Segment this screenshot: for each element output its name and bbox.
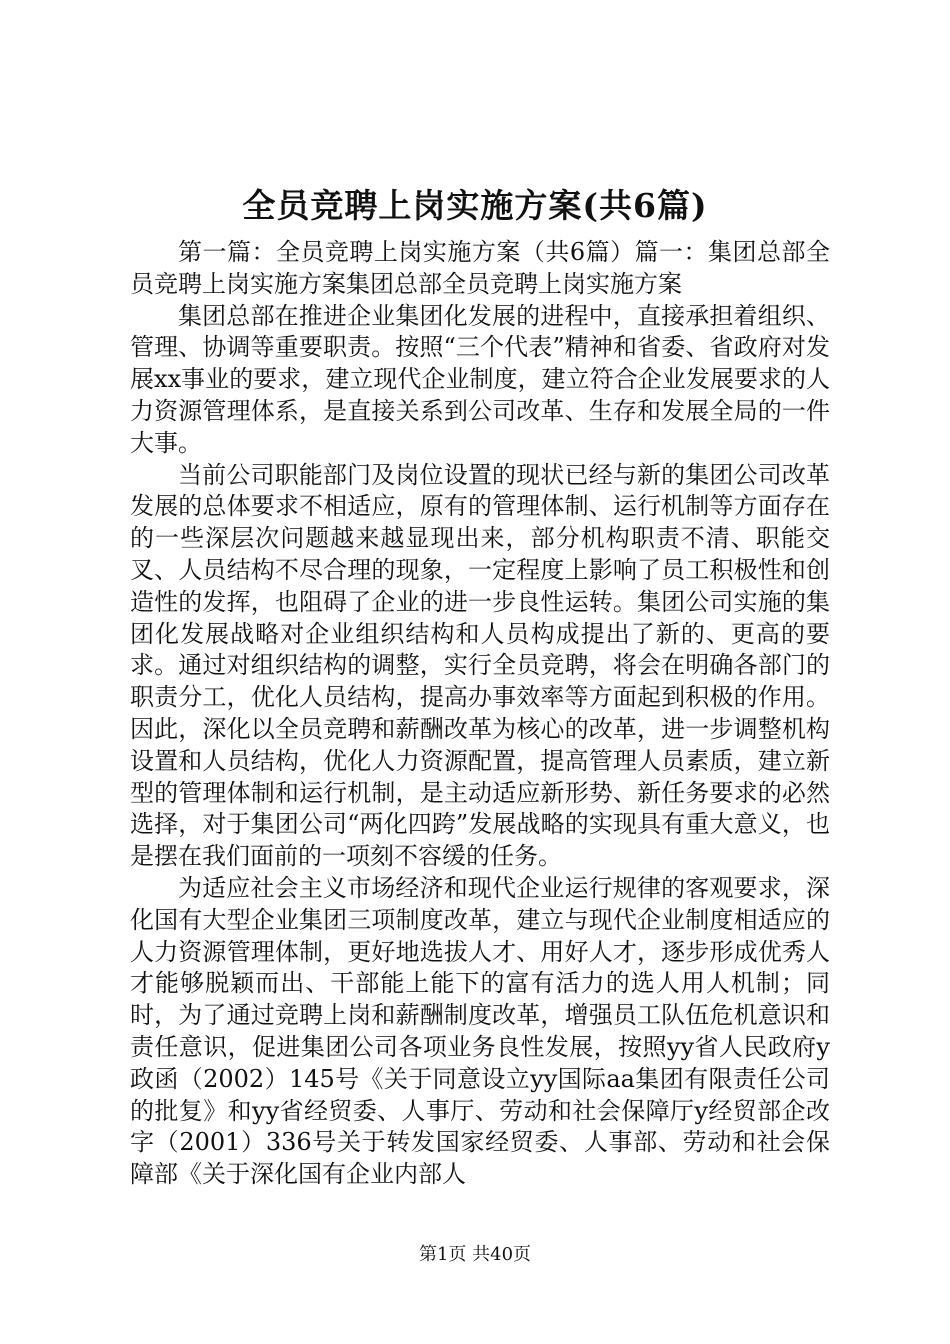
- paragraph-1: 第一篇：全员竞聘上岗实施方案（共6篇）篇一：集团总部全员竞聘上岗实施方案集团总部全员竞聘上岗实施方案: [130, 238, 830, 298]
- page-footer: 第1页 共40页: [418, 1244, 532, 1265]
- paragraph-4: 为适应社会主义市场经济和现代企业运行规律的客观要求，深化国有大型企业集团三项制度改革，建立与现代企业制度相适应的人力资源管理体制，更好地选拔人才、用好人才，逐步形成优秀人才能够脱颖而出、干部能上能下的富有活力的选人用人机制；同时，为了通过竞聘上岗和薪酬制度改革，增强员工队伍危机意识和责任意识，促进集团公司各项业务良性发展，按照yy省人民政府y政函（2002）145号《关于同意设立yy国际aa集团有限责任公司的批复》和yy省经贸委、人事厅、劳动和社会保障厅y经贸部企改字（2001）336号关于转发国家经贸委、人事部、劳动和社会保障部《关于深化国有企业内部人: [130, 873, 830, 1189]
- document-title: 全员竞聘上岗实施方案(共6篇): [242, 186, 708, 225]
- document-body: [130, 237, 830, 1191]
- paragraph-3: 当前公司职能部门及岗位设置的现状已经与新的集团公司改革发展的总体要求不相适应，原有的管理体制、运行机制等方面存在的一些深层次问题越来越显现出来，部分机构职责不清、职能交叉、人员结构不尽合理的现象，一定程度上影响了员工积极性和创造性的发挥，也阻碍了企业的进一步良性运转。集团公司实施的集团化发展战略对企业组织结构和人员构成提出了新的、更高的要求。通过对组织结构的调整，实行全员竞聘，将会在明确各部门的职责分工，优化人员结构，提高办事效率等方面起到积极的作用。因此，深化以全员竞聘和薪酬改革为核心的改革，进一步调整机构设置和人员结构，优化人力资源配置，提高管理人员素质，建立新型的管理体制和运行机制，是主动适应新形势、新任务要求的必然选择，对于集团公司“两化四跨”发展战略的实现具有重大意义，也是摆在我们面前的一项刻不容缓的任务。: [130, 460, 830, 871]
- paragraph-2: 集团总部在推进企业集团化发展的进程中，直接承担着组织、管理、协调等重要职责。按照“三个代表”精神和省委、省政府对发展xx事业的要求，建立现代企业制度，建立符合企业发展要求的人力资源管理体系，是直接关系到公司改革、生存和发展全局的一件大事。: [130, 301, 830, 457]
